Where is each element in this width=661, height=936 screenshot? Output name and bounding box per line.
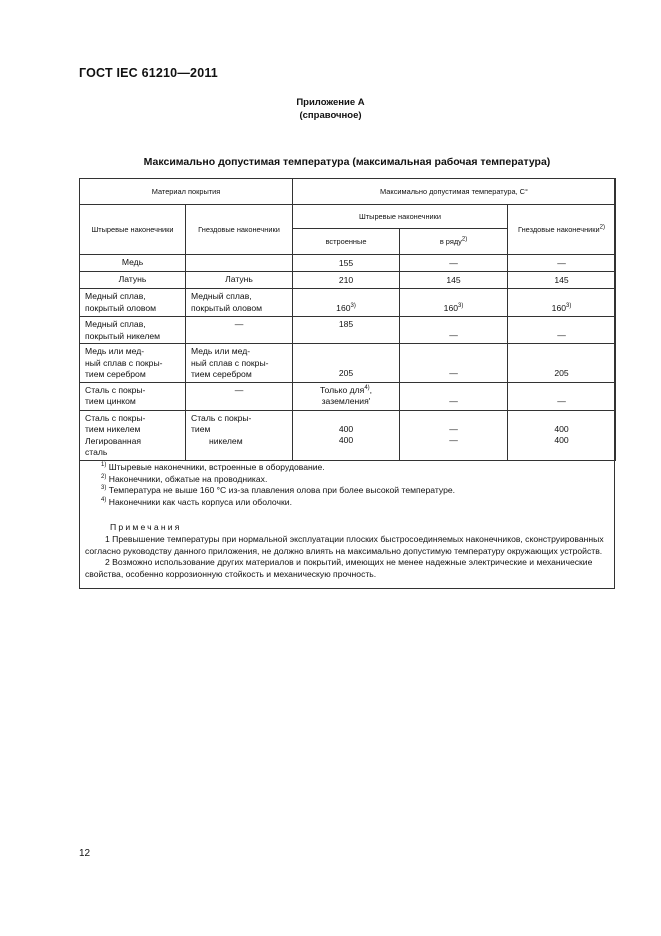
cell-line: Легированная <box>85 435 142 446</box>
header-male-temp: Штыревые наконечники <box>293 205 508 229</box>
table-row <box>80 289 616 317</box>
cell-in-row: — <box>400 344 508 383</box>
table-notes <box>79 462 615 580</box>
cell-line: тием никелем <box>85 424 141 434</box>
table-row <box>80 382 616 410</box>
cell-male-material: Медь <box>80 255 186 272</box>
header-female-material: Гнездовые наконечники <box>186 205 293 255</box>
cell-builtin: 185 <box>293 317 400 344</box>
cell-value: 160 <box>336 302 351 313</box>
cell-value: заземления <box>321 396 369 406</box>
cell-line: — <box>449 435 458 445</box>
header-in-row-label: в ряду <box>439 236 462 246</box>
footnote-text: Наконечники как часть корпуса или оболочки. <box>108 496 292 507</box>
footnote-mark: 2) <box>101 473 107 480</box>
cell-male-material <box>80 344 186 383</box>
footnote-text: Штыревые наконечники, встроенные в оборудование. <box>108 462 325 472</box>
annex-title: Приложение А <box>296 97 365 108</box>
note-item: 1 Превышение температуры при нормальной эксплуатации плоских быстросоединяемых наконечников, сконструированных согласно руководству данного приложения, не должно влиять на максимально допустимую температуру окружающих устройств. <box>85 533 604 556</box>
footnote-text: Температура не выше 160 °С из-за плавления олова при более высокой температуре. <box>108 485 456 496</box>
document-code: ГОСТ IEC 61210—2011 <box>79 66 218 80</box>
cell-female-temp: 205 <box>508 344 616 383</box>
cell-line: тием серебром <box>191 369 252 379</box>
footnote-mark: 3) <box>101 485 107 492</box>
cell-line: покрытый оловом <box>191 302 263 313</box>
cell-line: ный сплав с покры- <box>191 357 269 368</box>
footnote-text: Наконечники, обжатые на проводниках. <box>108 473 268 484</box>
cell-line: 400 <box>554 435 569 445</box>
cell-builtin: 155 <box>293 255 400 272</box>
header-female-temp <box>508 205 616 255</box>
cell-female-temp: — <box>508 317 616 344</box>
footnote <box>101 485 609 497</box>
annex-heading <box>0 96 661 122</box>
note-item: 2 Возможно использование других материалов и покрытий, имеющих не менее надежные электрические и механические свойства, особенно коррозионную стойкость и механическую прочность. <box>85 557 593 579</box>
cell-line: Медь или мед- <box>85 346 145 356</box>
cell-line: покрытый никелем <box>85 330 161 341</box>
cell-line: 400 <box>338 423 354 434</box>
cell-male-material <box>80 382 186 410</box>
cell-line: Медь или мед- <box>191 346 251 356</box>
table-row <box>80 410 616 460</box>
cell-line: — <box>449 423 458 434</box>
header-max-temp: Максимально допустимая температура, С° <box>293 179 616 205</box>
cell-female-temp: — <box>508 382 616 410</box>
header-female-temp-label: Гнездовые наконечники <box>518 224 600 234</box>
cell-line: тием цинком <box>85 396 136 406</box>
cell-builtin <box>293 410 400 460</box>
header-builtin: встроенные <box>293 229 400 255</box>
cell-female-temp <box>508 410 616 460</box>
cell-line: Медный сплав, <box>85 319 146 329</box>
footnote-mark: 4) <box>101 496 107 503</box>
table-row <box>80 272 616 289</box>
footnote-mark: 1) <box>101 462 107 469</box>
cell-male-material <box>80 317 186 344</box>
footnote-ref: 3) <box>350 302 356 309</box>
footnote-ref: 3) <box>566 302 572 309</box>
cell-female-material <box>186 255 293 272</box>
cell-line: Медный сплав, <box>191 291 252 301</box>
cell-male-material: Латунь <box>80 272 186 289</box>
cell-female-material <box>186 289 293 317</box>
page-number: 12 <box>79 848 91 859</box>
cell-female-material: — <box>186 382 293 410</box>
footnote <box>101 497 609 509</box>
cell-in-row: — <box>400 382 508 410</box>
table-title: Максимально допустимая температура (максимальная рабочая температура) <box>143 156 551 168</box>
table-row <box>80 317 616 344</box>
cell-male-material <box>80 289 186 317</box>
cell-in-row: — <box>400 255 508 272</box>
footnote <box>101 474 609 486</box>
cell-female-material: Латунь <box>186 272 293 289</box>
cell-value: 160 <box>551 302 567 313</box>
cell-line: 400 <box>554 423 569 434</box>
cell-in-row <box>400 410 508 460</box>
cell-line: Сталь с покры- <box>85 412 146 423</box>
cell-line: Сталь с покры- <box>85 384 146 395</box>
header-male-material: Штыревые наконечники <box>80 205 186 255</box>
cell-female-temp <box>508 289 616 317</box>
temperature-table <box>79 178 616 461</box>
cell-line: сталь <box>85 447 108 457</box>
table-row <box>80 344 616 383</box>
cell-female-material <box>186 410 293 460</box>
footnote-ref: 2) <box>461 236 468 243</box>
cell-line: никелем <box>209 435 243 446</box>
cell-builtin: 205 <box>293 344 400 383</box>
cell-in-row <box>400 289 508 317</box>
footnote-ref: 4) <box>364 384 370 391</box>
cell-builtin <box>293 382 400 410</box>
cell-line <box>298 396 394 408</box>
cell-female-material: — <box>186 317 293 344</box>
cell-line: покрытый оловом <box>85 302 157 313</box>
cell-female-temp: — <box>508 255 616 272</box>
table-row <box>80 255 616 272</box>
cell-mark: ' <box>368 396 371 406</box>
cell-line: Медный сплав, <box>85 291 146 301</box>
footnote <box>101 462 609 474</box>
cell-female-temp: 145 <box>508 272 616 289</box>
cell-in-row: 145 <box>400 272 508 289</box>
footnote-ref: 3) <box>458 302 464 309</box>
cell-in-row: — <box>400 317 508 344</box>
cell-line: ный сплав с покры- <box>85 357 163 368</box>
cell-value: Только для <box>319 384 365 395</box>
cell-line: тием <box>191 424 211 434</box>
notes-heading: Примечания <box>110 522 182 533</box>
header-material: Материал покрытия <box>80 179 293 205</box>
cell-line: Только для$^{4)}$, <box>319 384 373 395</box>
annex-type: (справочное) <box>299 110 362 121</box>
cell-value: 160 <box>443 302 459 313</box>
cell-line: тием серебром <box>85 369 146 379</box>
cell-builtin <box>293 289 400 317</box>
header-in-row <box>400 229 508 255</box>
cell-builtin: 210 <box>293 272 400 289</box>
cell-line: Сталь с покры- <box>191 412 252 423</box>
cell-male-material <box>80 410 186 460</box>
footnote-ref: 2) <box>599 224 606 231</box>
cell-line: 400 <box>338 435 354 445</box>
cell-female-material <box>186 344 293 383</box>
